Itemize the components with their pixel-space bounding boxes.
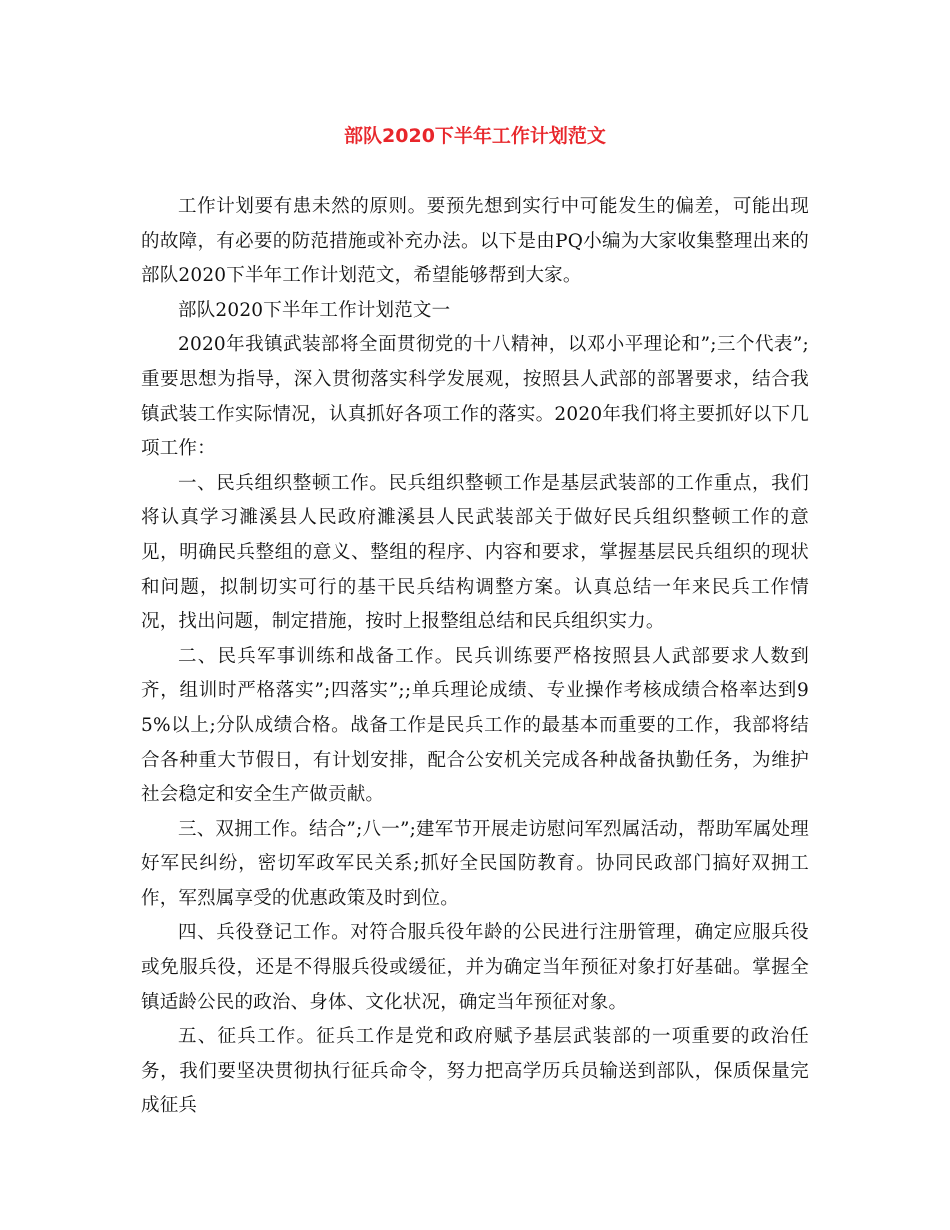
document-body — [141, 190, 809, 1124]
item-4-paragraph: 四、兵役登记工作。对符合服兵役年龄的公民进行注册管理，确定应服兵役或免服兵役，还是不得服兵役或缓征，并为确定当年预征对象打好基础。掌握全镇适龄公民的政治、身体、文化状况，确定当年预征对象。 — [141, 922, 809, 1013]
item-2-paragraph: 二、民兵军事训练和战备工作。民兵训练要严格按照县人武部要求人数到齐，组训时严格落实”;四落实”;;单兵理论成绩、专业操作考核成绩合格率达到95%以上;分队成绩合格。战备工作是民兵工作的最基本而重要的工作，我部将结合各种重大节假日，有计划安排，配合公安机关完成各种战备执勤任务，为维护社会稳定和安全生产做贡献。 — [141, 645, 809, 806]
section-heading: 部队2020下半年工作计划范文一 — [178, 299, 451, 321]
intro-paragraph: 工作计划要有患未然的原则。要预先想到实行中可能发生的偏差，可能出现的故障，有必要的防范措施或补充办法。以下是由PQ小编为大家收集整理出来的部队2020下半年工作计划范文，希望能够帮到大家。 — [141, 196, 809, 287]
document-title: 部队2020下半年工作计划范文 — [344, 125, 606, 147]
item-5-paragraph: 五、征兵工作。征兵工作是党和政府赋予基层武装部的一项重要的政治任务，我们要坚决贯彻执行征兵命令，努力把高学历兵员输送到部队，保质保量完成征兵 — [141, 1026, 809, 1117]
overview-paragraph: 2020年我镇武装部将全面贯彻党的十八精神，以邓小平理论和”;三个代表”;重要思想为指导，深入贯彻落实科学发展观，按照县人武部的部署要求，结合我镇武装工作实际情况，认真抓好各项工作的落实。2020年我们将主要抓好以下几项工作： — [141, 334, 809, 460]
item-3-paragraph: 三、双拥工作。结合”;八一”;建军节开展走访慰问军烈属活动，帮助军属处理好军民纠纷，密切军政军民关系;抓好全民国防教育。协同民政部门搞好双拥工作，军烈属享受的优惠政策及时到位。 — [141, 818, 809, 909]
item-1-paragraph: 一、民兵组织整顿工作。民兵组织整顿工作是基层武装部的工作重点，我们将认真学习濉溪县人民政府濉溪县人民武装部关于做好民兵组织整顿工作的意见，明确民兵整组的意义、整组的程序、内容和要求，掌握基层民兵组织的现状和问题，拟制切实可行的基干民兵结构调整方案。认真总结一年来民兵工作情况，找出问题，制定措施，按时上报整组总结和民兵组织实力。 — [141, 472, 809, 633]
